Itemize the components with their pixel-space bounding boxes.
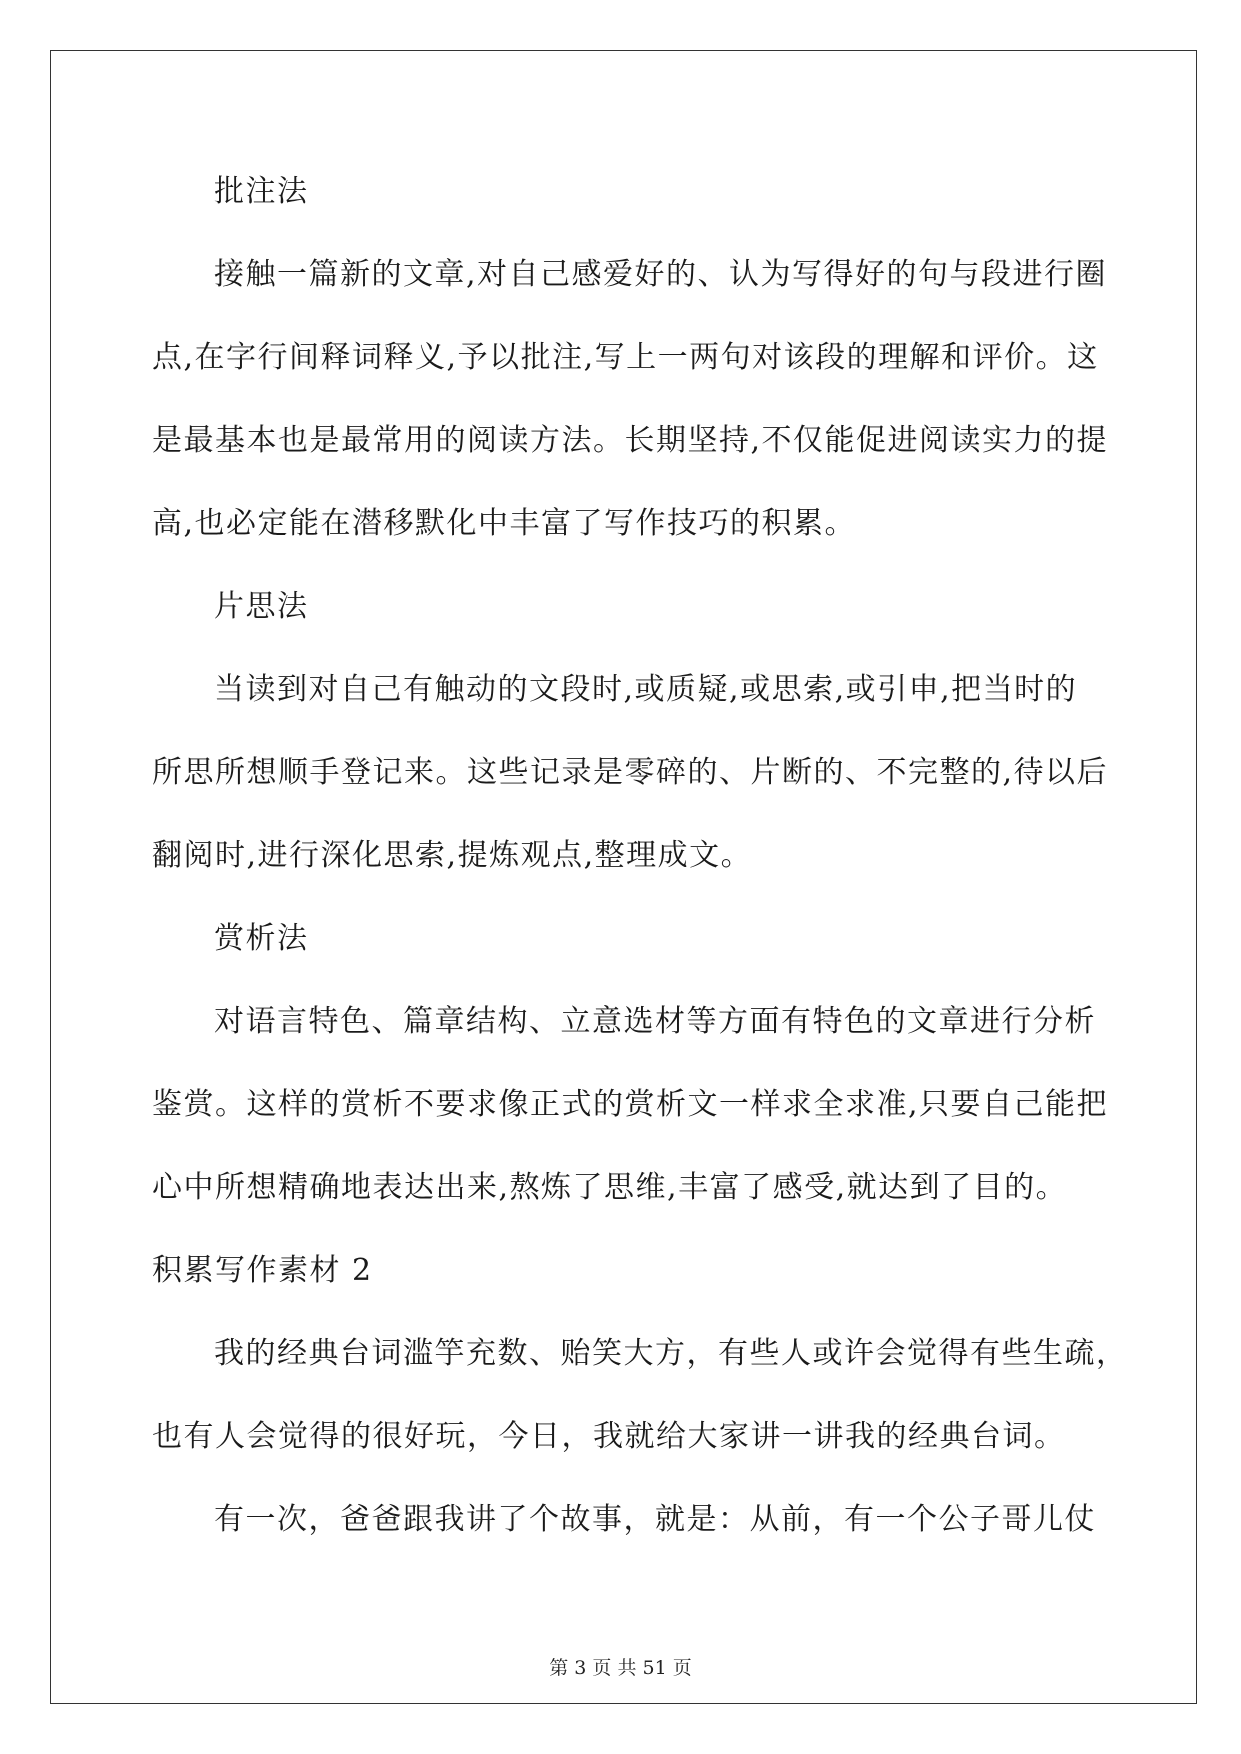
paragraph-line: 也有人会觉得的很好玩，今日，我就给大家讲一讲我的经典台词。	[152, 1419, 1066, 1454]
paragraph-line: 是最基本也是最常用的阅读方法。长期坚持,不仅能促进阅读实力的提	[152, 423, 1109, 458]
paragraph-line: 有一次，爸爸跟我讲了个故事，就是：从前，有一个公子哥儿仗	[214, 1502, 1096, 1537]
page-number-footer: 第 3 页 共 51 页	[549, 1657, 692, 1679]
paragraph-line: 对语言特色、篇章结构、立意选材等方面有特色的文章进行分析	[214, 1004, 1096, 1039]
paragraph-line: 心中所想精确地表达出来,熬炼了思维,丰富了感受,就达到了目的。	[152, 1170, 1068, 1205]
paragraph-line: 我的经典台词滥竽充数、贻笑大方，有些人或许会觉得有些生疏，	[214, 1336, 1128, 1371]
section-title: 积累写作素材 2	[152, 1253, 373, 1288]
paragraph-line: 高,也必定能在潜移默化中丰富了写作技巧的积累。	[152, 506, 857, 541]
paragraph-line: 点,在字行间释词释义,予以批注,写上一两句对该段的理解和评价。这	[152, 340, 1099, 375]
paragraph-line: 所思所想顺手登记来。这些记录是零碎的、片断的、不完整的,待以后	[152, 755, 1109, 790]
paragraph-line: 当读到对自己有触动的文段时,或质疑,或思索,或引申,把当时的	[214, 672, 1078, 707]
paragraph-line: 翻阅时,进行深化思索,提炼观点,整理成文。	[152, 838, 753, 873]
paragraph-line: 鉴赏。这样的赏析不要求像正式的赏析文一样求全求准,只要自己能把	[152, 1087, 1109, 1122]
paragraph-line: 接触一篇新的文章,对自己感爱好的、认为写得好的句与段进行圈	[214, 257, 1108, 292]
heading-annotation-method: 批注法	[214, 174, 309, 209]
heading-appreciation-method: 赏析法	[214, 921, 309, 956]
heading-fragment-method: 片思法	[214, 589, 309, 624]
